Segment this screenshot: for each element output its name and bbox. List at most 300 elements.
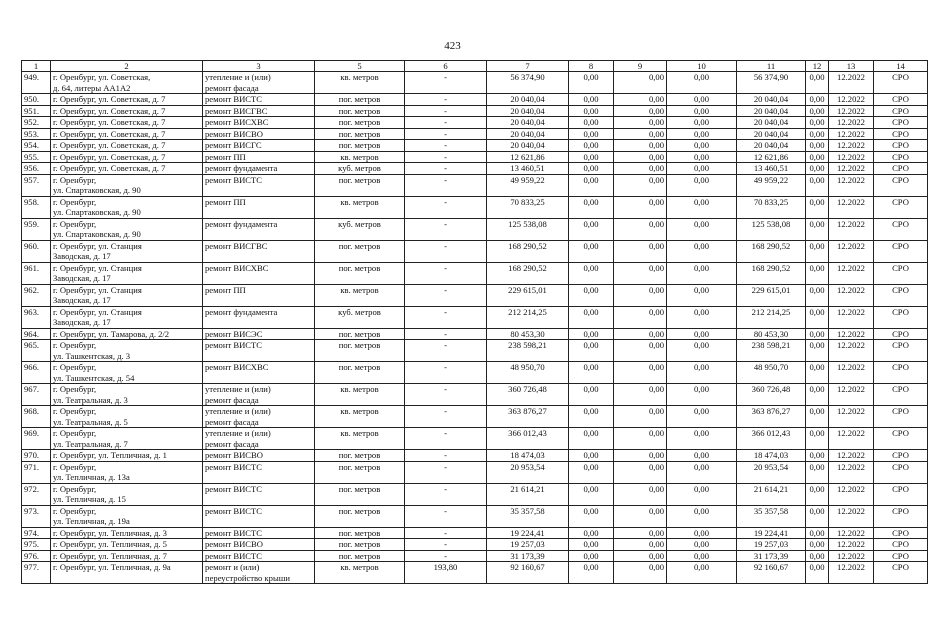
address-cell-line: г. Оренбург,	[53, 196, 97, 207]
col10-cell: 0,00	[667, 218, 737, 240]
col9-cell: 0,00	[614, 539, 667, 551]
col6-cell: -	[405, 128, 487, 140]
total-cell: 31 173,39	[737, 550, 806, 562]
col12-cell: 0,00	[806, 105, 829, 117]
total-cell: 48 950,70	[737, 362, 806, 384]
col10-cell: 0,00	[667, 550, 737, 562]
deadline-cell: 12.2022	[829, 284, 874, 306]
col6-cell: -	[405, 105, 487, 117]
method-cell: СРО	[874, 140, 928, 152]
work-type-cell-line: ремонт и (или)	[205, 562, 260, 572]
address-cell-line: г. Оренбург, ул. Тепличная, д. 5	[53, 539, 167, 549]
col10-cell: 0,00	[667, 151, 737, 163]
total-cell: 19 224,41	[737, 527, 806, 539]
work-type-cell-line: ремонт ВИСТС	[205, 174, 263, 185]
work-type-cell	[203, 284, 315, 306]
address-cell	[51, 117, 203, 129]
col6-cell: -	[405, 527, 487, 539]
col8-cell: 0,00	[569, 340, 614, 362]
work-type-cell	[203, 218, 315, 240]
method-cell: СРО	[874, 72, 928, 94]
col6-cell: -	[405, 218, 487, 240]
table-row	[22, 105, 928, 117]
method-cell: СРО	[874, 105, 928, 117]
method-cell: СРО	[874, 262, 928, 284]
address-cell-line: Заводская, д. 17	[53, 273, 111, 283]
cost-cell: 238 598,21	[487, 340, 569, 362]
column-header: 2	[51, 61, 203, 72]
work-type-cell-line: переустройство крыши	[205, 572, 290, 583]
work-type-cell	[203, 328, 315, 340]
address-cell	[51, 284, 203, 306]
address-cell-line: г. Оренбург, ул. Станция	[53, 306, 142, 317]
deadline-cell: 12.2022	[829, 72, 874, 94]
col6-cell: -	[405, 328, 487, 340]
address-cell-line: г. Оренбург, ул. Тепличная, д. 7	[53, 550, 167, 561]
address-cell-line: ул. Тепличная, д. 13а	[53, 472, 130, 482]
method-cell: СРО	[874, 306, 928, 328]
method-cell: СРО	[874, 483, 928, 505]
col9-cell: 0,00	[614, 384, 667, 406]
row-number: 958.	[22, 196, 51, 218]
row-number: 964.	[22, 328, 51, 340]
deadline-cell: 12.2022	[829, 262, 874, 284]
col6-cell: -	[405, 94, 487, 106]
cost-cell: 168 290,52	[487, 240, 569, 262]
unit-cell: пог. метров	[315, 362, 405, 384]
deadline-cell: 12.2022	[829, 461, 874, 483]
table-row	[22, 174, 928, 196]
address-cell-line: ул. Спартаковская, д. 90	[53, 185, 141, 195]
address-cell-line: ул. Тепличная, д. 15	[53, 494, 126, 504]
col12-cell: 0,00	[806, 151, 829, 163]
address-cell-line: г. Оренбург, ул. Советская, д. 7	[53, 151, 166, 162]
col9-cell: 0,00	[614, 362, 667, 384]
total-cell: 238 598,21	[737, 340, 806, 362]
table-row	[22, 539, 928, 551]
column-header: 5	[315, 61, 405, 72]
work-type-cell	[203, 362, 315, 384]
col8-cell: 0,00	[569, 163, 614, 175]
address-cell	[51, 94, 203, 106]
address-cell-line: г. Оренбург, ул. Станция	[53, 262, 142, 273]
work-type-cell-line: ремонт ВИСТС	[205, 505, 263, 516]
unit-cell: пог. метров	[315, 483, 405, 505]
work-type-cell-line: ремонт ВИСХВС	[205, 117, 269, 127]
col8-cell: 0,00	[569, 117, 614, 129]
total-cell: 18 474,03	[737, 450, 806, 462]
table-row	[22, 328, 928, 340]
col8-cell: 0,00	[569, 428, 614, 450]
table-row	[22, 362, 928, 384]
unit-cell: кв. метров	[315, 284, 405, 306]
address-cell	[51, 105, 203, 117]
address-cell-line: г. Оренбург, ул. Советская, д. 7	[53, 140, 166, 150]
col10-cell: 0,00	[667, 105, 737, 117]
unit-cell: пог. метров	[315, 174, 405, 196]
method-cell: СРО	[874, 505, 928, 527]
work-type-cell-line: ремонт ВИСВО	[205, 539, 263, 549]
col9-cell: 0,00	[614, 505, 667, 527]
col12-cell: 0,00	[806, 240, 829, 262]
col8-cell: 0,00	[569, 140, 614, 152]
col10-cell: 0,00	[667, 128, 737, 140]
col6-cell: -	[405, 284, 487, 306]
column-header: 1	[22, 61, 51, 72]
work-type-cell-line: утепление и (или)	[205, 72, 271, 82]
work-type-cell	[203, 240, 315, 262]
unit-cell: кв. метров	[315, 562, 405, 584]
col10-cell: 0,00	[667, 450, 737, 462]
col8-cell: 0,00	[569, 461, 614, 483]
col8-cell: 0,00	[569, 240, 614, 262]
col10-cell: 0,00	[667, 284, 737, 306]
unit-cell: куб. метров	[315, 163, 405, 175]
col8-cell: 0,00	[569, 384, 614, 406]
total-cell: 20 040,04	[737, 117, 806, 129]
deadline-cell: 12.2022	[829, 527, 874, 539]
work-type-cell	[203, 428, 315, 450]
address-cell	[51, 539, 203, 551]
table-row	[22, 450, 928, 462]
col6-cell: -	[405, 163, 487, 175]
col10-cell: 0,00	[667, 140, 737, 152]
total-cell: 168 290,52	[737, 262, 806, 284]
method-cell: СРО	[874, 539, 928, 551]
col12-cell: 0,00	[806, 94, 829, 106]
work-type-cell	[203, 340, 315, 362]
col6-cell: -	[405, 505, 487, 527]
table-row	[22, 72, 928, 94]
address-cell-line: г. Оренбург,	[53, 174, 97, 185]
address-cell	[51, 340, 203, 362]
col12-cell: 0,00	[806, 428, 829, 450]
column-header: 14	[874, 61, 928, 72]
table-row	[22, 483, 928, 505]
table-row	[22, 527, 928, 539]
address-cell	[51, 550, 203, 562]
cost-cell: 168 290,52	[487, 262, 569, 284]
row-number: 960.	[22, 240, 51, 262]
col8-cell: 0,00	[569, 505, 614, 527]
unit-cell: пог. метров	[315, 328, 405, 340]
cost-cell: 49 959,22	[487, 174, 569, 196]
deadline-cell: 12.2022	[829, 117, 874, 129]
row-number: 966.	[22, 362, 51, 384]
address-cell-line: ул. Ташкентская, д. 3	[53, 350, 131, 361]
unit-cell: пог. метров	[315, 461, 405, 483]
col6-cell: -	[405, 240, 487, 262]
col10-cell: 0,00	[667, 240, 737, 262]
col12-cell: 0,00	[806, 196, 829, 218]
work-type-cell-line: ремонт ВИСТС	[205, 94, 263, 104]
col9-cell: 0,00	[614, 240, 667, 262]
col12-cell: 0,00	[806, 340, 829, 362]
col6-cell: -	[405, 483, 487, 505]
col6-cell: -	[405, 72, 487, 94]
col10-cell: 0,00	[667, 539, 737, 551]
table-body	[22, 72, 928, 584]
col12-cell: 0,00	[806, 262, 829, 284]
cost-cell: 360 726,48	[487, 384, 569, 406]
table-row	[22, 284, 928, 306]
unit-cell: кв. метров	[315, 196, 405, 218]
table-row	[22, 340, 928, 362]
deadline-cell: 12.2022	[829, 505, 874, 527]
deadline-cell: 12.2022	[829, 483, 874, 505]
col6-cell: -	[405, 262, 487, 284]
cost-cell: 212 214,25	[487, 306, 569, 328]
table-row	[22, 461, 928, 483]
col9-cell: 0,00	[614, 406, 667, 428]
col8-cell: 0,00	[569, 562, 614, 584]
work-type-cell-line: ремонт ВИСВО	[205, 128, 263, 139]
col10-cell: 0,00	[667, 94, 737, 106]
row-number: 949.	[22, 72, 51, 94]
col8-cell: 0,00	[569, 174, 614, 196]
work-type-cell-line: ремонт ВИСЭС	[205, 328, 263, 339]
deadline-cell: 12.2022	[829, 362, 874, 384]
col9-cell: 0,00	[614, 72, 667, 94]
table-row	[22, 384, 928, 406]
col10-cell: 0,00	[667, 163, 737, 175]
address-cell	[51, 72, 203, 94]
address-cell-line: г. Оренбург,	[53, 406, 97, 416]
col6-cell: 193,80	[405, 562, 487, 584]
table-row	[22, 140, 928, 152]
deadline-cell: 12.2022	[829, 174, 874, 196]
work-type-cell	[203, 262, 315, 284]
address-cell-line: Заводская, д. 17	[53, 295, 111, 305]
method-cell: СРО	[874, 428, 928, 450]
col6-cell: -	[405, 450, 487, 462]
cost-cell: 125 538,08	[487, 218, 569, 240]
address-cell-line: г. Оренбург, ул. Тепличная, д. 1	[53, 450, 167, 460]
col10-cell: 0,00	[667, 328, 737, 340]
address-cell	[51, 450, 203, 462]
unit-cell: кв. метров	[315, 406, 405, 428]
total-cell: 168 290,52	[737, 240, 806, 262]
col6-cell: -	[405, 539, 487, 551]
col6-cell: -	[405, 428, 487, 450]
col10-cell: 0,00	[667, 362, 737, 384]
address-cell-line: г. Оренбург, ул. Станция	[53, 284, 142, 295]
address-cell	[51, 461, 203, 483]
column-header: 7	[487, 61, 569, 72]
work-type-cell-line: ремонт ВИСГВС	[205, 105, 268, 116]
cost-cell: 21 614,21	[487, 483, 569, 505]
unit-cell: пог. метров	[315, 240, 405, 262]
work-type-cell-line: ремонт ВИСТС	[205, 550, 263, 561]
total-cell: 70 833,25	[737, 196, 806, 218]
row-number: 970.	[22, 450, 51, 462]
col8-cell: 0,00	[569, 284, 614, 306]
col6-cell: -	[405, 362, 487, 384]
address-cell-line: Заводская, д. 17	[53, 317, 111, 327]
cost-cell: 20 040,04	[487, 105, 569, 117]
method-cell: СРО	[874, 362, 928, 384]
work-type-cell	[203, 562, 315, 584]
address-cell-line: г. Оренбург,	[53, 461, 97, 472]
col9-cell: 0,00	[614, 461, 667, 483]
table-row	[22, 306, 928, 328]
deadline-cell: 12.2022	[829, 562, 874, 584]
cost-cell: 20 040,04	[487, 128, 569, 140]
table-row	[22, 117, 928, 129]
address-cell-line: г. Оренбург, ул. Тепличная, д. 9а	[53, 562, 171, 572]
column-header: 13	[829, 61, 874, 72]
address-cell	[51, 527, 203, 539]
col12-cell: 0,00	[806, 461, 829, 483]
deadline-cell: 12.2022	[829, 163, 874, 175]
col9-cell: 0,00	[614, 262, 667, 284]
work-type-cell-line: ремонт ВИСХВС	[205, 362, 269, 372]
unit-cell: пог. метров	[315, 340, 405, 362]
method-cell: СРО	[874, 328, 928, 340]
col12-cell: 0,00	[806, 483, 829, 505]
col8-cell: 0,00	[569, 105, 614, 117]
col10-cell: 0,00	[667, 461, 737, 483]
row-number: 969.	[22, 428, 51, 450]
total-cell: 12 621,86	[737, 151, 806, 163]
cost-cell: 20 040,04	[487, 117, 569, 129]
cost-cell: 13 460,51	[487, 163, 569, 175]
col6-cell: -	[405, 151, 487, 163]
address-cell-line: г. Оренбург,	[53, 428, 97, 438]
total-cell: 125 538,08	[737, 218, 806, 240]
cost-cell: 20 040,04	[487, 140, 569, 152]
method-cell: СРО	[874, 284, 928, 306]
table-row	[22, 196, 928, 218]
unit-cell: кв. метров	[315, 384, 405, 406]
address-cell	[51, 262, 203, 284]
col12-cell: 0,00	[806, 117, 829, 129]
unit-cell: кв. метров	[315, 72, 405, 94]
row-number: 959.	[22, 218, 51, 240]
col9-cell: 0,00	[614, 340, 667, 362]
total-cell: 363 876,27	[737, 406, 806, 428]
deadline-cell: 12.2022	[829, 128, 874, 140]
col9-cell: 0,00	[614, 105, 667, 117]
cost-cell: 19 257,03	[487, 539, 569, 551]
work-type-cell-line: ремонт фасада	[205, 438, 259, 449]
work-type-cell-line: ремонт ВИСТС	[205, 461, 263, 472]
address-cell	[51, 128, 203, 140]
address-cell	[51, 163, 203, 175]
address-cell-line: г. Оренбург, ул. Советская, д. 7	[53, 105, 166, 116]
col12-cell: 0,00	[806, 128, 829, 140]
work-type-cell	[203, 72, 315, 94]
col12-cell: 0,00	[806, 539, 829, 551]
col8-cell: 0,00	[569, 550, 614, 562]
table-row	[22, 163, 928, 175]
address-cell-line: г. Оренбург, ул. Тамарова, д. 2/2	[53, 328, 170, 339]
address-cell	[51, 562, 203, 584]
row-number: 962.	[22, 284, 51, 306]
total-cell: 212 214,25	[737, 306, 806, 328]
address-cell-line: ул. Ташкентская, д. 54	[53, 372, 135, 383]
work-type-cell	[203, 306, 315, 328]
cost-cell: 70 833,25	[487, 196, 569, 218]
page-number: 423	[444, 40, 461, 52]
total-cell: 19 257,03	[737, 539, 806, 551]
total-cell: 360 726,48	[737, 384, 806, 406]
unit-cell: пог. метров	[315, 450, 405, 462]
unit-cell: кв. метров	[315, 428, 405, 450]
col12-cell: 0,00	[806, 72, 829, 94]
work-type-cell	[203, 163, 315, 175]
col9-cell: 0,00	[614, 562, 667, 584]
unit-cell: пог. метров	[315, 94, 405, 106]
col8-cell: 0,00	[569, 94, 614, 106]
col10-cell: 0,00	[667, 406, 737, 428]
address-cell-line: г. Оренбург,	[53, 362, 97, 372]
work-type-cell	[203, 117, 315, 129]
col8-cell: 0,00	[569, 406, 614, 428]
work-type-cell	[203, 527, 315, 539]
column-header: 9	[614, 61, 667, 72]
col9-cell: 0,00	[614, 328, 667, 340]
total-cell: 229 615,01	[737, 284, 806, 306]
row-number: 975.	[22, 539, 51, 551]
col10-cell: 0,00	[667, 428, 737, 450]
total-cell: 20 040,04	[737, 140, 806, 152]
table-row	[22, 428, 928, 450]
table-row	[22, 406, 928, 428]
col10-cell: 0,00	[667, 562, 737, 584]
address-cell-line: г. Оренбург, ул. Советская, д. 7	[53, 163, 166, 173]
address-cell-line: ул. Спартаковская, д. 90	[53, 229, 141, 239]
work-type-cell	[203, 539, 315, 551]
unit-cell: пог. метров	[315, 105, 405, 117]
col8-cell: 0,00	[569, 262, 614, 284]
work-type-cell-line: ремонт ПП	[205, 151, 246, 162]
cost-cell: 20 040,04	[487, 94, 569, 106]
method-cell: СРО	[874, 406, 928, 428]
work-type-cell	[203, 151, 315, 163]
col8-cell: 0,00	[569, 218, 614, 240]
work-type-cell	[203, 406, 315, 428]
col12-cell: 0,00	[806, 505, 829, 527]
address-cell	[51, 196, 203, 218]
cost-cell: 31 173,39	[487, 550, 569, 562]
row-number: 951.	[22, 105, 51, 117]
row-number: 961.	[22, 262, 51, 284]
col8-cell: 0,00	[569, 539, 614, 551]
cost-cell: 366 012,43	[487, 428, 569, 450]
col6-cell: -	[405, 196, 487, 218]
table-row	[22, 562, 928, 584]
deadline-cell: 12.2022	[829, 306, 874, 328]
work-type-cell-line: ремонт ПП	[205, 196, 246, 207]
unit-cell: пог. метров	[315, 262, 405, 284]
work-type-cell-line: утепление и (или)	[205, 406, 271, 416]
work-type-cell-line: ремонт фасада	[205, 394, 259, 405]
col8-cell: 0,00	[569, 306, 614, 328]
method-cell: СРО	[874, 94, 928, 106]
col8-cell: 0,00	[569, 362, 614, 384]
address-cell-line: г. Оренбург,	[53, 340, 97, 350]
address-cell-line: г. Оренбург,	[53, 483, 97, 494]
work-type-cell-line: ремонт фасада	[205, 416, 259, 427]
col12-cell: 0,00	[806, 218, 829, 240]
address-cell-line: г. Оренбург,	[53, 384, 97, 394]
col9-cell: 0,00	[614, 450, 667, 462]
col9-cell: 0,00	[614, 483, 667, 505]
total-cell: 35 357,58	[737, 505, 806, 527]
work-type-cell	[203, 550, 315, 562]
col10-cell: 0,00	[667, 174, 737, 196]
